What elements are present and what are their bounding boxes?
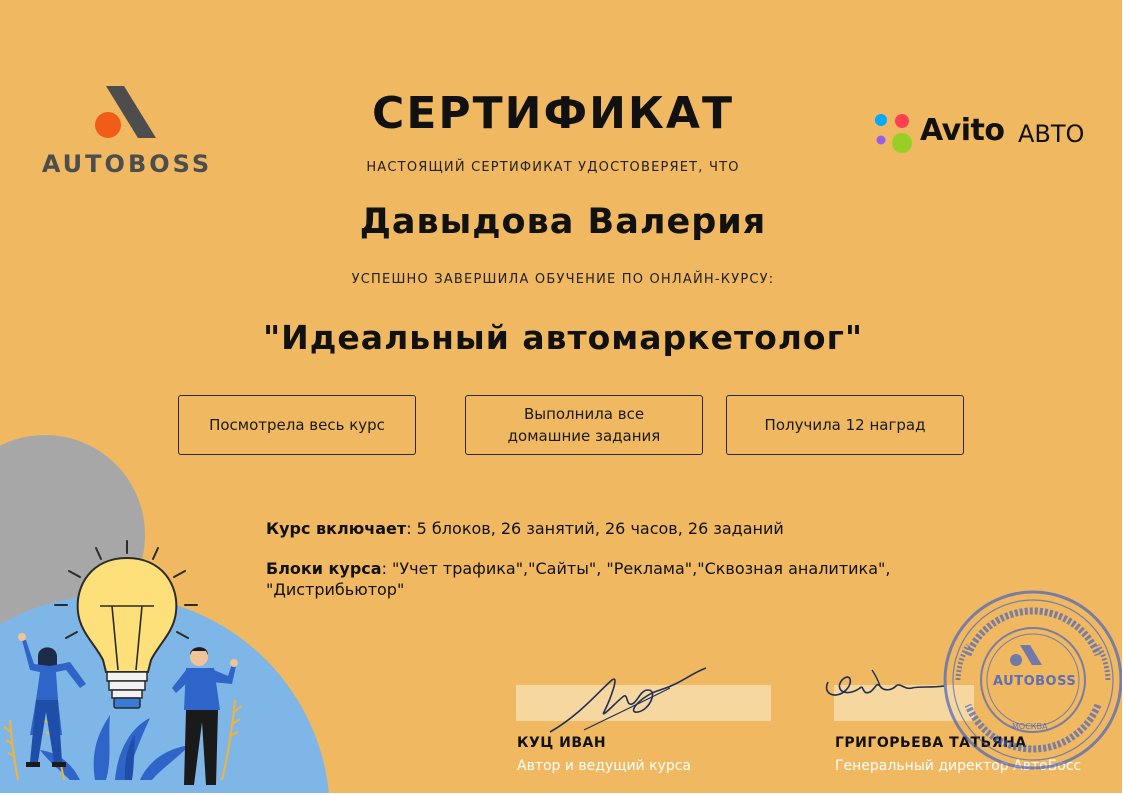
signer-name-1: КУЦ ИВАН [517, 735, 607, 751]
achievement-label-line1: Выполнила все [523, 405, 645, 423]
course-blocks-label: Блоки курса [266, 559, 382, 578]
avito-dots-icon [872, 112, 916, 156]
achievement-awards [726, 395, 964, 455]
avito-auto-suffix: АВТО [1018, 120, 1085, 148]
course-blocks-value-line2: "Дистрибьютор" [266, 580, 405, 599]
recipient-name: Давыдова Валерия [359, 202, 767, 242]
signer-name-2: ГРИГОРЬЕВА ТАТЬЯНА [835, 735, 1027, 751]
signer-role-2: Генеральный директор АвтоБосс [835, 758, 1082, 774]
avito-wordmark: Avito [920, 113, 1005, 148]
achievement-label: Получила 12 наград [764, 416, 926, 434]
achievement-label: Посмотрела весь курс [209, 416, 385, 434]
autoboss-logo [36, 82, 218, 182]
achievement-label-line2: домашние задания [507, 427, 661, 445]
autoboss-logo-mark [90, 82, 170, 142]
course-name: "Идеальный автомаркетолог" [262, 318, 864, 357]
stamp-center-text: AUTOBOSS [993, 674, 1077, 689]
course-includes-label: Курс включает [266, 519, 407, 538]
course-blocks-value: : "Учет трафика","Сайты", "Реклама","Сквозная аналитика", [381, 559, 891, 578]
signer-role-1: Автор и ведущий курса [517, 758, 692, 774]
autoboss-wordmark: AUTOBOSS [41, 150, 213, 178]
course-includes-value: : 5 блоков, 26 занятий, 26 часов, 26 заданий [406, 519, 784, 538]
achievement-label [508, 403, 661, 447]
achievement-homework-done [465, 395, 703, 455]
stamp-city: МОСКВА [1012, 722, 1048, 731]
course-includes [266, 518, 986, 539]
avito-auto-logo [872, 112, 1102, 156]
certificate-title: СЕРТИФИКАТ [372, 88, 734, 139]
signature-kuts [540, 660, 720, 740]
course-blocks [266, 558, 986, 600]
completion-statement: УСПЕШНО ЗАВЕРШИЛА ОБУЧЕНИЕ ПО ОНЛАЙН-КУРСУ: [351, 272, 775, 287]
achievement-watched-course [178, 395, 416, 455]
signature-grigorieva [820, 662, 950, 712]
certificate-subtitle: НАСТОЯЩИЙ СЕРТИФИКАТ УДОСТОВЕРЯЕТ, ЧТО [366, 160, 740, 175]
